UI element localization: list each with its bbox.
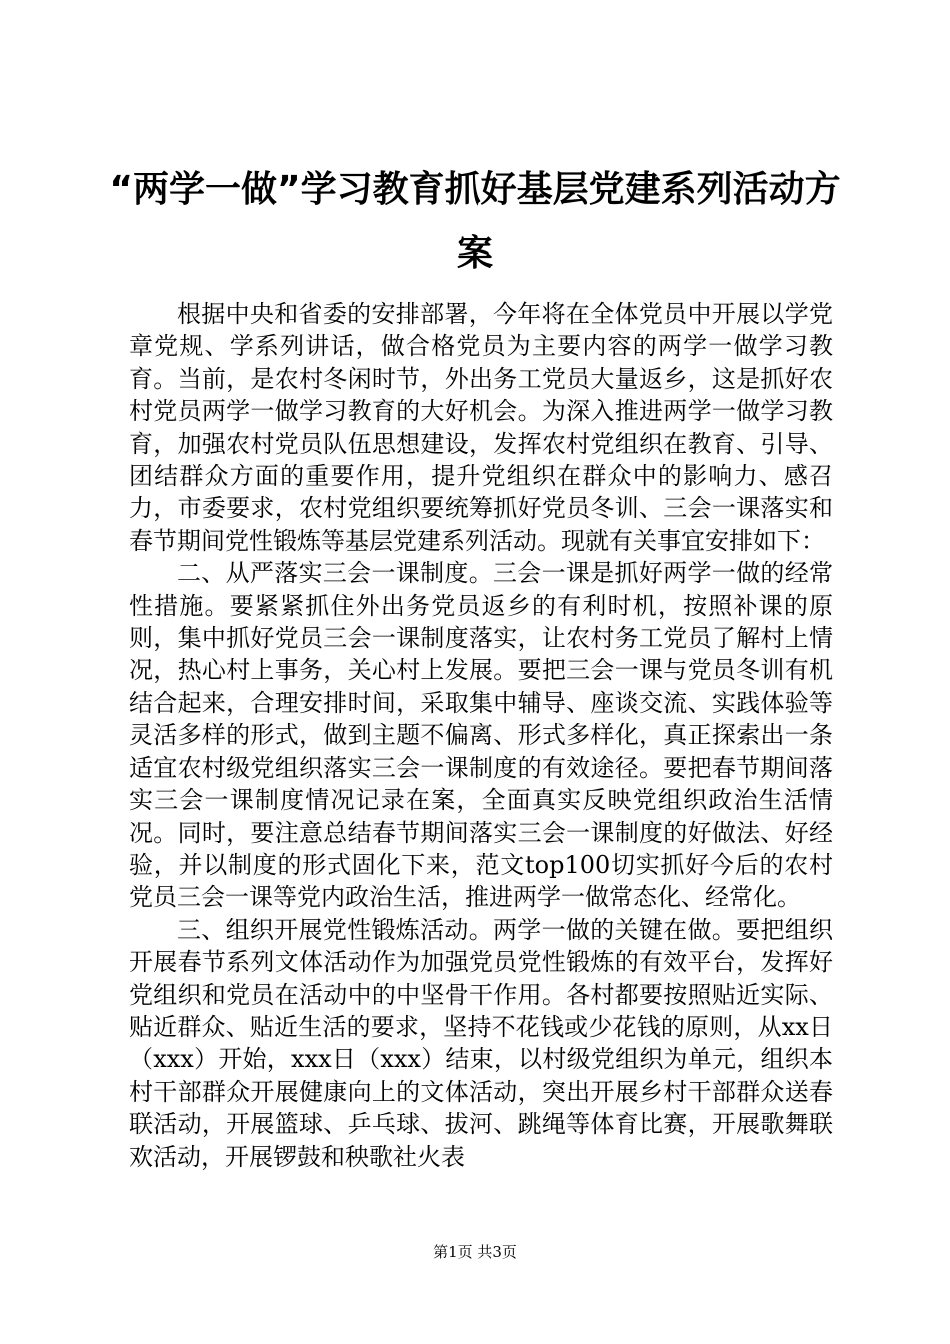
paragraph-section-2: 二、从严落实三会一课制度。三会一课是抓好两学一做的经常性措施。要紧紧抓住外出务党员返乡的有利时机，按照补课的原则，集中抓好党员三会一课制度落实，让农村务工党员了解村上情况，热心村上事务，关心村上发展。要把三会一课与党员冬训有机结合起来，合理安排时间，采取集中辅导、座谈交流、实践体验等灵活多样的形式，做到主题不偏离、形式多样化，真正探索出一条适宜农村级党组织落实三会一课制度的有效途径。要把春节期间落实三会一课制度情况记录在案，全面真实反映党组织政治生活情况。同时，要注意总结春节期间落实三会一课制度的好做法、好经验，并以制度的形式固化下来，范文top100切实抓好今后的农村党员三会一课等党内政治生活，推进两学一做常态化、经常化。	[129, 559, 833, 912]
paragraph-intro: 根据中央和省委的安排部署，今年将在全体党员中开展以学党章党规、学系列讲话，做合格党员为主要内容的两学一做学习教育。当前，是农村冬闲时节，外出务工党员大量返乡，这是抓好农村党员两学一做学习教育的大好机会。为深入推进两学一做学习教育，加强农村党员队伍思想建设，发挥农村党组织在教育、引导、团结群众方面的重要作用，提升党组织在群众中的影响力、感召力，市委要求，农村党组织要统筹抓好党员冬训、三会一课落实和春节期间党性锻炼等基层党建系列活动。现就有关事宜安排如下：	[129, 300, 833, 555]
document-title: “两学一做”学习教育抓好基层党建系列活动方案	[109, 169, 841, 274]
paragraph-section-3: 三、组织开展党性锻炼活动。两学一做的关键在做。要把组织开展春节系列文体活动作为加强党员党性锻炼的有效平台，发挥好党组织和党员在活动中的中坚骨干作用。各村都要按照贴近实际、贴近群众、贴近生活的要求，坚持不花钱或少花钱的原则，从xx日（xxx）开始，xxx日（xxx）结束，以村级党组织为单元，组织本村干部群众开展健康向上的文体活动，突出开展乡村干部群众送春联活动，开展篮球、乒乓球、拔河、跳绳等体育比赛，开展歌舞联欢活动，开展锣鼓和秧歌社火表	[129, 915, 833, 1171]
document-body	[129, 298, 833, 1173]
page-footer: 第1页 共3页	[433, 1243, 517, 1261]
